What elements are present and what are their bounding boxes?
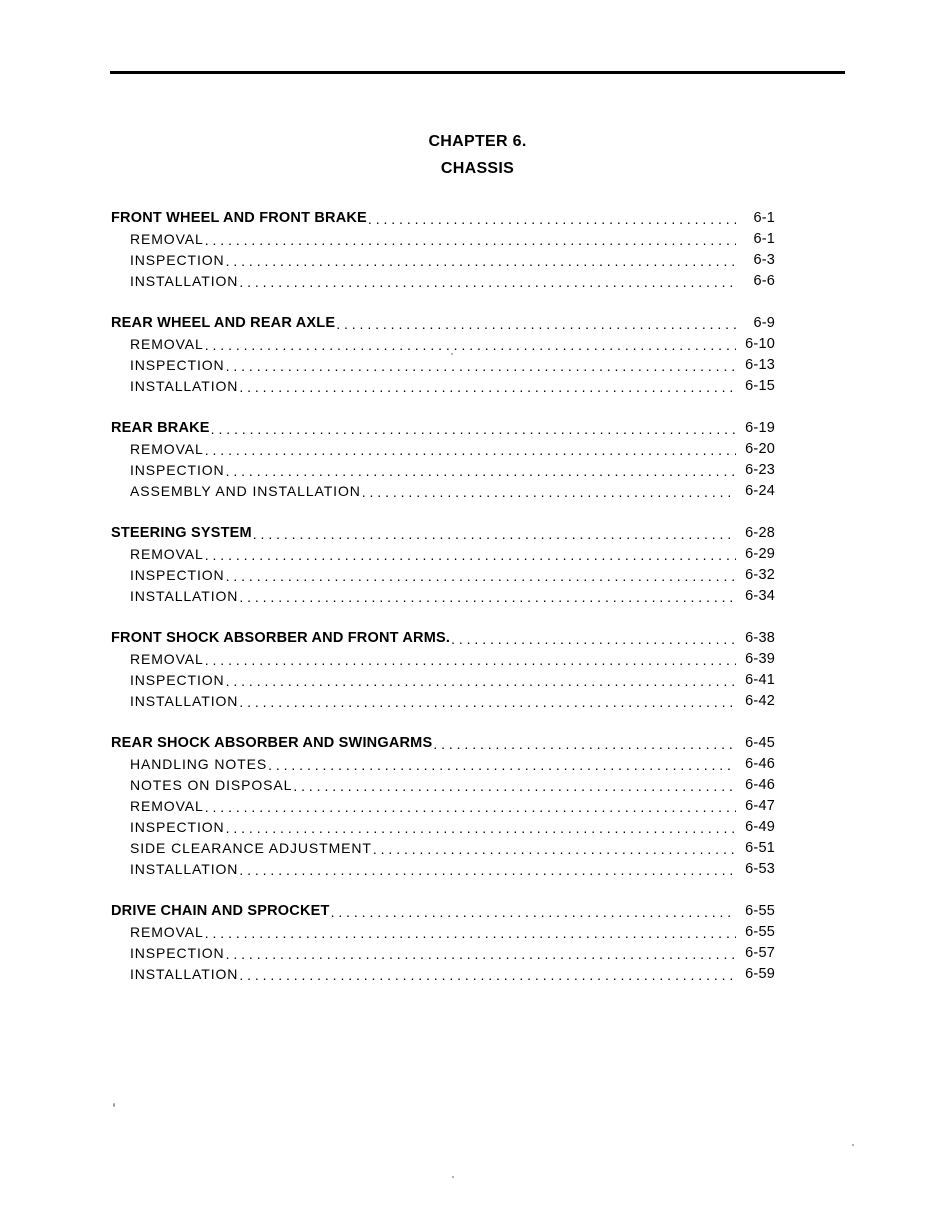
toc-entry[interactable] bbox=[111, 541, 775, 562]
dot-leader bbox=[226, 254, 736, 268]
toc-entry[interactable] bbox=[111, 268, 775, 289]
toc-section-label: FRONT WHEEL AND FRONT BRAKE bbox=[111, 210, 367, 226]
toc-group bbox=[111, 205, 775, 289]
toc-entry[interactable] bbox=[111, 352, 775, 373]
dot-leader bbox=[226, 674, 736, 688]
toc-page-number: 6-57 bbox=[745, 945, 775, 961]
toc-entry[interactable] bbox=[111, 919, 775, 940]
dot-leader bbox=[362, 485, 736, 499]
dot-leader bbox=[331, 905, 736, 919]
dot-leader bbox=[239, 968, 736, 982]
dot-leader bbox=[205, 800, 736, 814]
toc-entry[interactable] bbox=[111, 772, 775, 793]
toc-section-label: REAR SHOCK ABSORBER AND SWINGARMS bbox=[111, 735, 433, 751]
toc-entry[interactable] bbox=[111, 562, 775, 583]
toc-entry-label: INSPECTION bbox=[130, 357, 225, 373]
dot-leader bbox=[373, 842, 736, 856]
dot-leader bbox=[451, 632, 736, 646]
toc-group bbox=[111, 520, 775, 604]
toc-page-number: 6-3 bbox=[753, 252, 775, 268]
dot-leader bbox=[239, 590, 736, 604]
table-of-contents bbox=[111, 205, 775, 982]
toc-entry[interactable] bbox=[111, 226, 775, 247]
toc-entry-label: ASSEMBLY AND INSTALLATION bbox=[130, 483, 361, 499]
toc-entry[interactable] bbox=[111, 751, 775, 772]
toc-entry[interactable] bbox=[111, 583, 775, 604]
toc-group bbox=[111, 415, 775, 499]
toc-page-number: 6-28 bbox=[745, 525, 775, 541]
toc-section-heading[interactable] bbox=[111, 898, 775, 919]
dot-leader bbox=[268, 758, 736, 772]
toc-page-number: 6-34 bbox=[745, 588, 775, 604]
toc-page-number: 6-29 bbox=[745, 546, 775, 562]
toc-section-heading[interactable] bbox=[111, 205, 775, 226]
toc-entry[interactable] bbox=[111, 247, 775, 268]
dot-leader bbox=[239, 380, 736, 394]
toc-entry[interactable] bbox=[111, 961, 775, 982]
dot-leader bbox=[205, 443, 736, 457]
header-rule bbox=[110, 71, 845, 74]
toc-entry-label: INSTALLATION bbox=[130, 378, 239, 394]
toc-page-number: 6-10 bbox=[745, 336, 775, 352]
dot-leader bbox=[226, 569, 736, 583]
toc-page-number: 6-15 bbox=[745, 378, 775, 394]
dot-leader bbox=[336, 317, 736, 331]
toc-page-number: 6-42 bbox=[745, 693, 775, 709]
toc-entry-label: REMOVAL bbox=[130, 336, 204, 352]
toc-entry-label: INSPECTION bbox=[130, 567, 225, 583]
toc-entry[interactable] bbox=[111, 835, 775, 856]
toc-entry[interactable] bbox=[111, 331, 775, 352]
toc-group bbox=[111, 310, 775, 394]
chapter-name: CHASSIS bbox=[440, 160, 515, 177]
toc-page-number: 6-20 bbox=[745, 441, 775, 457]
toc-page-number: 6-23 bbox=[745, 462, 775, 478]
toc-page-number: 6-24 bbox=[745, 483, 775, 499]
toc-page-number: 6-39 bbox=[745, 651, 775, 667]
toc-page-number: 6-51 bbox=[745, 840, 775, 856]
dot-leader bbox=[226, 821, 736, 835]
toc-section-label: FRONT SHOCK ABSORBER AND FRONT ARMS. bbox=[111, 630, 451, 646]
toc-page-number: 6-41 bbox=[745, 672, 775, 688]
toc-section-heading[interactable] bbox=[111, 415, 775, 436]
chapter-title-block bbox=[0, 128, 935, 182]
dot-leader bbox=[368, 212, 736, 226]
toc-entry[interactable] bbox=[111, 667, 775, 688]
toc-section-label: STEERING SYSTEM bbox=[111, 525, 252, 541]
toc-section-heading[interactable] bbox=[111, 730, 775, 751]
scan-speckle bbox=[451, 353, 453, 355]
toc-entry[interactable] bbox=[111, 436, 775, 457]
toc-entry-label: INSTALLATION bbox=[130, 273, 239, 289]
dot-leader bbox=[205, 338, 736, 352]
dot-leader bbox=[205, 548, 736, 562]
dot-leader bbox=[205, 926, 736, 940]
toc-page-number: 6-59 bbox=[745, 966, 775, 982]
toc-section-label: REAR BRAKE bbox=[111, 420, 210, 436]
dot-leader bbox=[293, 779, 736, 793]
toc-page-number: 6-47 bbox=[745, 798, 775, 814]
toc-entry[interactable] bbox=[111, 793, 775, 814]
toc-group bbox=[111, 898, 775, 982]
dot-leader bbox=[226, 464, 736, 478]
dot-leader bbox=[239, 695, 736, 709]
toc-entry-label: INSTALLATION bbox=[130, 588, 239, 604]
toc-entry-label: INSPECTION bbox=[130, 672, 225, 688]
toc-page-number: 6-1 bbox=[753, 210, 775, 226]
toc-section-label: REAR WHEEL AND REAR AXLE bbox=[111, 315, 336, 331]
toc-page-number: 6-1 bbox=[753, 231, 775, 247]
toc-entry[interactable] bbox=[111, 814, 775, 835]
toc-entry-label: HANDLING NOTES bbox=[130, 756, 268, 772]
toc-entry-label: INSPECTION bbox=[130, 819, 225, 835]
toc-entry[interactable] bbox=[111, 478, 775, 499]
toc-page-number: 6-53 bbox=[745, 861, 775, 877]
toc-entry[interactable] bbox=[111, 373, 775, 394]
toc-entry[interactable] bbox=[111, 646, 775, 667]
toc-section-heading[interactable] bbox=[111, 520, 775, 541]
scan-speckle bbox=[852, 1144, 854, 1146]
toc-entry[interactable] bbox=[111, 688, 775, 709]
toc-page-number: 6-46 bbox=[745, 756, 775, 772]
toc-group bbox=[111, 625, 775, 709]
toc-entry-label: REMOVAL bbox=[130, 924, 204, 940]
toc-entry-label: NOTES ON DISPOSAL bbox=[130, 777, 293, 793]
toc-entry-label: REMOVAL bbox=[130, 231, 204, 247]
toc-page-number: 6-6 bbox=[753, 273, 775, 289]
toc-page-number: 6-19 bbox=[745, 420, 775, 436]
dot-leader bbox=[205, 653, 736, 667]
toc-entry-label: INSTALLATION bbox=[130, 693, 239, 709]
toc-entry-label: INSPECTION bbox=[130, 945, 225, 961]
chapter-number: CHAPTER 6. bbox=[428, 133, 527, 150]
toc-page-number: 6-38 bbox=[745, 630, 775, 646]
toc-entry-label: INSPECTION bbox=[130, 252, 225, 268]
toc-section-label: DRIVE CHAIN AND SPROCKET bbox=[111, 903, 330, 919]
toc-page-number: 6-49 bbox=[745, 819, 775, 835]
scan-speckle bbox=[452, 1176, 454, 1178]
toc-page-number: 6-32 bbox=[745, 567, 775, 583]
toc-page-number: 6-46 bbox=[745, 777, 775, 793]
toc-entry-label: REMOVAL bbox=[130, 441, 204, 457]
dot-leader bbox=[211, 422, 736, 436]
toc-entry-label: SIDE CLEARANCE ADJUSTMENT bbox=[130, 840, 372, 856]
toc-entry-label: REMOVAL bbox=[130, 546, 204, 562]
toc-page-number: 6-55 bbox=[745, 903, 775, 919]
dot-leader bbox=[205, 233, 736, 247]
toc-section-heading[interactable] bbox=[111, 310, 775, 331]
dot-leader bbox=[253, 527, 736, 541]
dot-leader bbox=[226, 947, 736, 961]
toc-entry[interactable] bbox=[111, 856, 775, 877]
toc-entry-label: REMOVAL bbox=[130, 651, 204, 667]
toc-entry[interactable] bbox=[111, 457, 775, 478]
toc-page-number: 6-13 bbox=[745, 357, 775, 373]
toc-entry-label: INSTALLATION bbox=[130, 861, 239, 877]
toc-page-number: 6-55 bbox=[745, 924, 775, 940]
dot-leader bbox=[433, 737, 736, 751]
toc-entry-label: INSPECTION bbox=[130, 462, 225, 478]
toc-page-number: 6-45 bbox=[745, 735, 775, 751]
scan-speckle bbox=[113, 1103, 115, 1107]
toc-entry-label: INSTALLATION bbox=[130, 966, 239, 982]
dot-leader bbox=[239, 275, 736, 289]
toc-page-number: 6-9 bbox=[753, 315, 775, 331]
dot-leader bbox=[239, 863, 736, 877]
toc-section-heading[interactable] bbox=[111, 625, 775, 646]
toc-entry-label: REMOVAL bbox=[130, 798, 204, 814]
toc-entry[interactable] bbox=[111, 940, 775, 961]
toc-group bbox=[111, 730, 775, 877]
dot-leader bbox=[226, 359, 736, 373]
